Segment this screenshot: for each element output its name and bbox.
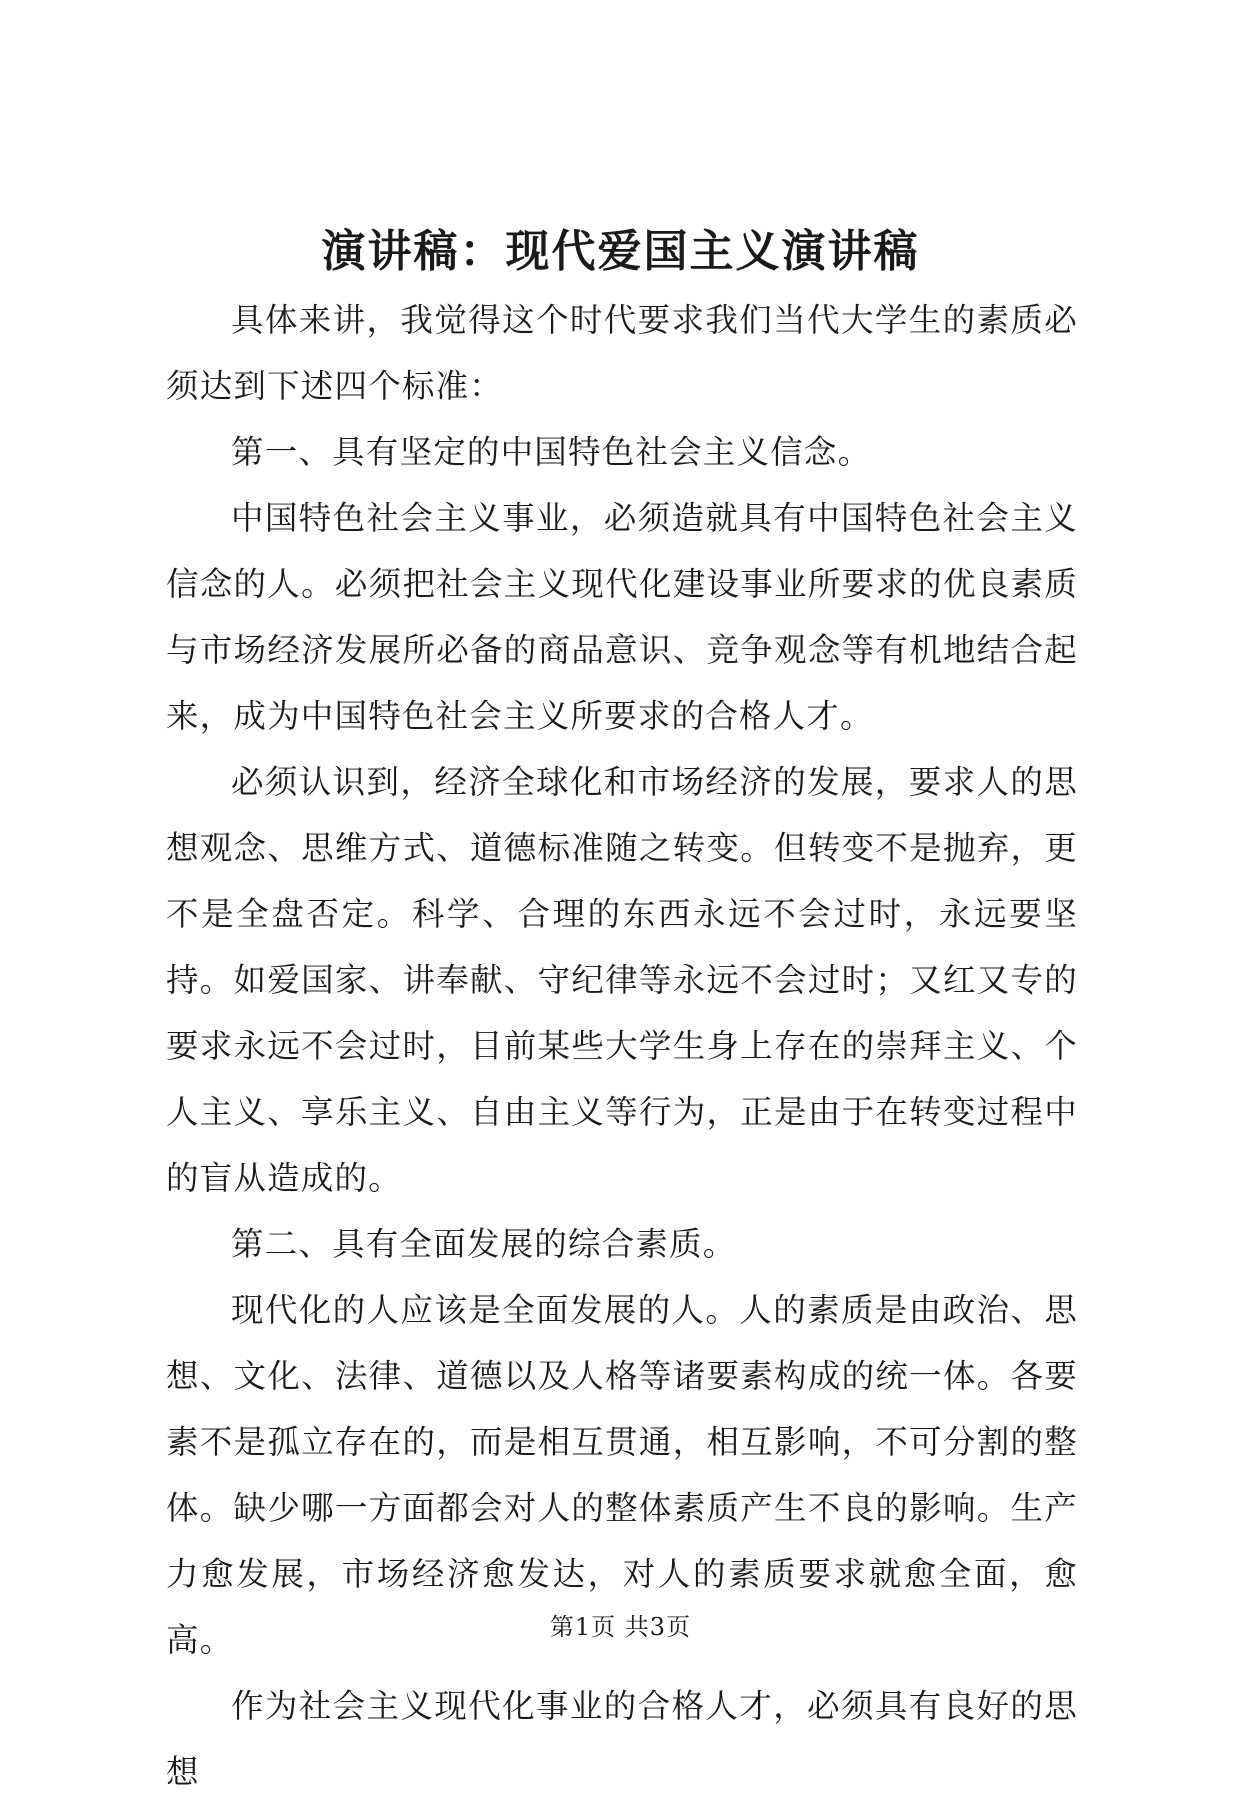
paragraph: 具体来讲，我觉得这个时代要求我们当代大学生的素质必须达到下述四个标准： (166, 301, 1078, 405)
page-number: 第1页 共3页 (549, 1613, 692, 1641)
document-body (166, 287, 1078, 1805)
paragraph: 第二、具有全面发展的综合素质。 (231, 1225, 737, 1263)
paragraph: 现代化的人应该是全面发展的人。人的素质是由政治、思想、文化、法律、道德以及人格等诸要素构成的统一体。各要素不是孤立存在的，而是相互贯通，相互影响，不可分割的整体。缺少哪一方面都会对人的整体素质产生不良的影响。生产力愈发展，市场经济愈发达，对人的素质要求就愈全面，愈高。 (166, 1291, 1078, 1659)
paragraph: 第一、具有坚定的中国特色社会主义信念。 (231, 433, 872, 471)
document-title: 演讲稿：现代爱国主义演讲稿 (321, 226, 920, 277)
paragraph: 必须认识到，经济全球化和市场经济的发展，要求人的思想观念、思维方式、道德标准随之转变。但转变不是抛弃，更不是全盘否定。科学、合理的东西永远不会过时，永远要坚持。如爱国家、讲奉献、守纪律等永远不会过时；又红又专的要求永远不会过时，目前某些大学生身上存在的崇拜主义、个人主义、享乐主义、自由主义等行为，正是由于在转变过程中的盲从造成的。 (166, 763, 1078, 1197)
paragraph: 中国特色社会主义事业，必须造就具有中国特色社会主义信念的人。必须把社会主义现代化建设事业所要求的优良素质与市场经济发展所必备的商品意识、竞争观念等有机地结合起来，成为中国特色社会主义所要求的合格人才。 (166, 499, 1078, 735)
paragraph: 作为社会主义现代化事业的合格人才，必须具有良好的思想 (166, 1687, 1078, 1791)
